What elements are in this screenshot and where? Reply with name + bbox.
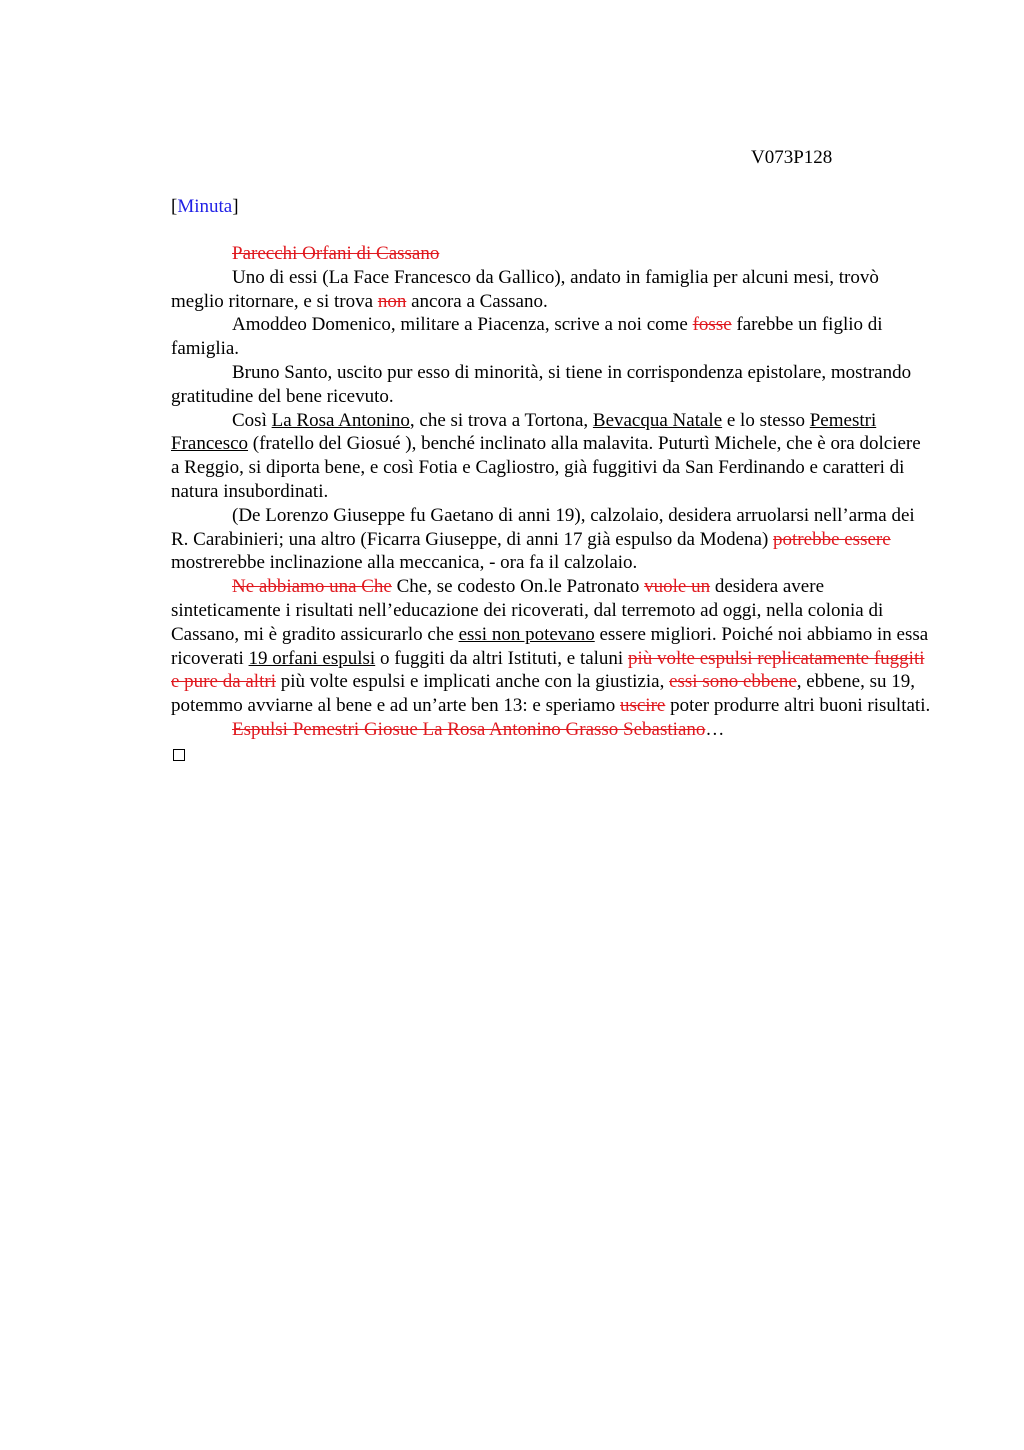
paragraph — [171, 575, 933, 718]
text-segment: (fratello del Giosué ), benché inclinato alla malavita. Puturtì Michele, che è ora dolciere a Reggio, si diporta bene, e così Fotia e Cagliostro, già fuggitivi da San Ferdinando e caratteri di natura insubordinati. — [171, 433, 921, 502]
deleted-text: Ne abbiamo una Che — [232, 576, 392, 598]
paragraph — [171, 242, 933, 266]
text-segment: ancora a Cassano. — [406, 290, 548, 312]
deleted-text: più volte espulsi replicatamente fuggiti e pure da altri — [171, 647, 925, 693]
paragraph — [171, 266, 933, 314]
text-segment: più volte espulsi e implicati anche con la giustizia, — [275, 671, 670, 693]
text-segment: Bruno Santo, uscito pur esso di minorità, si tiene in corrispondenza epistolare, mostrando gratitudine del bene ricevuto. — [171, 361, 912, 407]
paragraph — [171, 313, 933, 361]
paragraph — [171, 361, 933, 409]
text-segment: Così — [232, 409, 272, 431]
heading-open-bracket: [ — [171, 196, 178, 217]
heading-minuta — [171, 195, 239, 219]
deleted-text: essi sono ebbene — [669, 671, 797, 693]
reference-code: V073P128 — [751, 147, 833, 168]
deleted-text: non — [377, 290, 407, 312]
text-segment: Amoddeo Domenico, militare a Piacenza, scrive a noi come — [232, 314, 693, 336]
text-segment: Uno di essi (La Face Francesco da Gallico), andato in famiglia per alcuni mesi, trovò meglio ritornare, e si trova — [171, 266, 879, 312]
text-segment: mostrerebbe inclinazione alla meccanica, - ora fa il calzolaio. — [171, 552, 638, 574]
text-segment: desidera avere sinteticamente i risultati nell’educazione dei ricoverati, dal terremoto ad oggi, nella colonia di Cassano, mi è gradito assicurarlo che — [171, 576, 884, 645]
text-segment: essere migliori. Poiché noi abbiamo in essa ricoverati — [171, 623, 929, 669]
text-segment: , ebbene, su 19, potemmo avviarne al bene e ad un’arte ben 13: e speriamo — [171, 671, 915, 717]
underlined-text: 19 orfani espulsi — [248, 647, 376, 669]
document-body — [171, 242, 933, 761]
minuta-link[interactable]: Minuta — [177, 196, 233, 217]
deleted-text: Parecchi Orfani di Cassano — [232, 243, 440, 264]
deleted-text: potrebbe essere — [773, 528, 891, 550]
underlined-text: Bevacqua Natale — [592, 409, 723, 431]
end-square-icon — [173, 749, 185, 761]
text-segment: o fuggiti da altri Istituti, e taluni — [375, 647, 628, 669]
text-segment: , che si trova a Tortona, — [409, 409, 593, 431]
text-segment: farebbe un figlio di famiglia. — [171, 314, 883, 360]
deleted-text: Espulsi Pemestri Giosue La Rosa Antonino Grasso Sebastiano — [232, 718, 706, 740]
text-segment: (De Lorenzo Giuseppe fu Gaetano di anni 19), calzolaio, desidera arruolarsi nell’arma dei R. Carabinieri; una altro (Ficarra Giuseppe, di anni 17 già espulso da Modena) — [171, 504, 915, 550]
underlined-text: Pemestri Francesco — [171, 409, 877, 455]
underlined-text: La Rosa Antonino — [271, 409, 410, 431]
paragraph — [171, 409, 933, 504]
paragraph — [171, 504, 933, 575]
paragraph — [171, 718, 933, 742]
deleted-text: fosse — [692, 314, 732, 336]
text-segment: e lo stesso — [722, 409, 810, 431]
heading-close-bracket: ] — [232, 196, 239, 217]
underlined-text: essi non potevano — [458, 623, 595, 645]
text-segment: poter produrre altri buoni risultati. — [665, 695, 931, 717]
text-segment: Che, se codesto On.le Patronato — [391, 576, 645, 598]
text-segment: … — [705, 718, 725, 740]
deleted-text: uscire — [619, 695, 666, 717]
deleted-text: vuole un — [644, 576, 711, 598]
